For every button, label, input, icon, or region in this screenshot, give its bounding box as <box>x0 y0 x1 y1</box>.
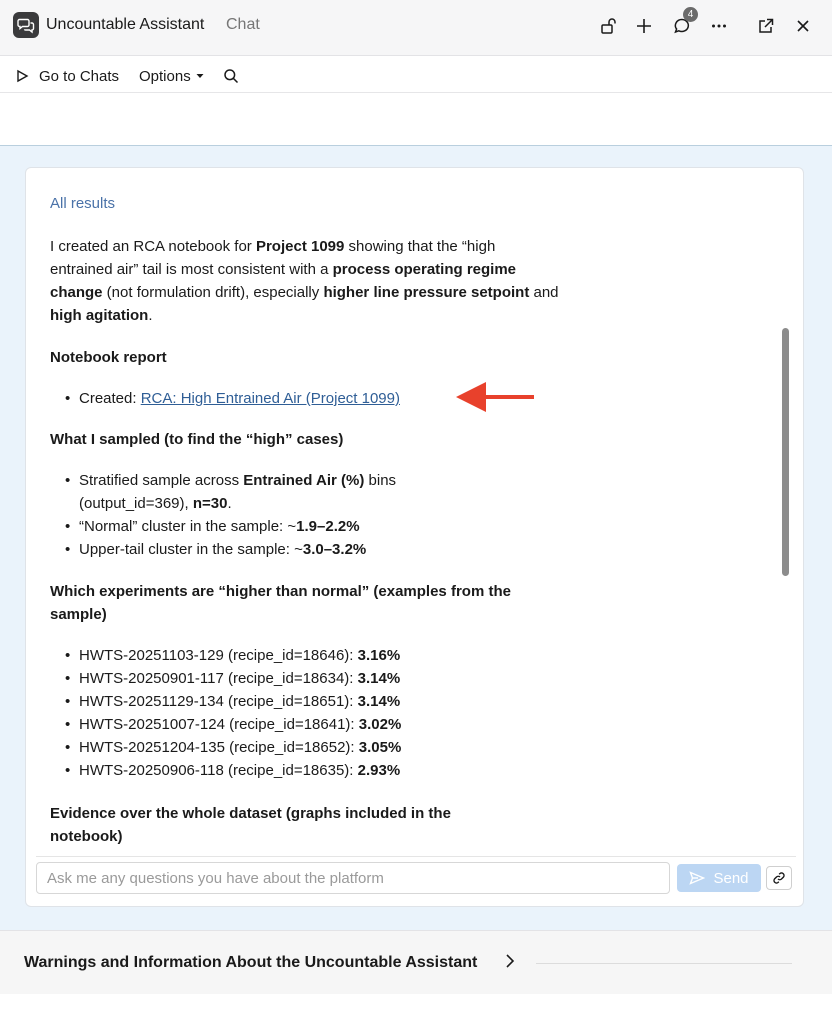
created-item: • Created: RCA: High Entrained Air (Project 1099) <box>79 387 559 410</box>
go-to-chats-label: Go to Chats <box>39 67 120 85</box>
footer-divider <box>536 963 792 964</box>
title-bar <box>0 0 832 56</box>
search-button[interactable] <box>223 66 239 86</box>
send-label: Send <box>713 869 749 887</box>
experiment-item: • HWTS-20251129-134 (recipe_id=18651): 3.14% <box>79 690 559 713</box>
send-button[interactable] <box>677 864 761 892</box>
play-outline-icon <box>15 69 29 83</box>
experiment-item: • HWTS-20251204-135 (recipe_id=18652): 3.05% <box>79 736 559 759</box>
more-horizontal-icon <box>710 17 728 35</box>
chat-bubbles-icon <box>13 12 39 38</box>
attach-link-button[interactable] <box>766 866 792 890</box>
app-subtitle: Chat <box>226 16 260 33</box>
intro-paragraph: I created an RCA notebook for Project 1099 showing that the “high entrained air” tail is most consistent with a process operating regime change (not formulation drift), especially higher line pressure setpoint and high agitation. <box>50 238 559 324</box>
new-chat-button[interactable] <box>630 12 658 40</box>
notebook-link[interactable]: RCA: High Entrained Air (Project 1099) <box>140 390 400 407</box>
sampled-item: • Upper-tail cluster in the sample: ~3.0–3.2% <box>79 538 559 561</box>
warnings-title[interactable]: Warnings and Information About the Uncountable Assistant <box>24 954 478 971</box>
chevron-right-icon[interactable] <box>503 953 517 969</box>
notebook-heading: Notebook report <box>50 349 167 366</box>
sampled-heading: What I sampled (to find the “high” cases) <box>50 431 344 448</box>
search-icon <box>223 68 239 84</box>
unlock-icon <box>599 17 617 35</box>
experiment-item: • HWTS-20250906-118 (recipe_id=18635): 2.93% <box>79 759 559 782</box>
send-icon <box>689 871 705 885</box>
notification-badge: 4 <box>683 7 698 22</box>
popout-button[interactable] <box>752 12 780 40</box>
options-label: Options <box>139 67 191 85</box>
chat-panel <box>25 167 804 907</box>
plus-icon <box>635 17 653 35</box>
experiments-heading: Which experiments are “higher than normal” (examples from the sample) <box>50 583 511 623</box>
evidence-heading: Evidence over the whole dataset (graphs included in the notebook) <box>50 805 451 845</box>
experiment-item: • HWTS-20251007-124 (recipe_id=18641): 3.02% <box>79 713 559 736</box>
experiment-item: • HWTS-20251103-129 (recipe_id=18646): 3.16% <box>79 644 559 667</box>
chat-input[interactable] <box>36 862 670 894</box>
sampled-item: • Stratified sample across Entrained Air (%) bins (output_id=369), n=30. <box>79 469 499 515</box>
blank-area <box>0 93 832 146</box>
bottom-area <box>0 994 832 1024</box>
close-button[interactable] <box>789 12 817 40</box>
close-icon <box>795 18 811 34</box>
go-to-chats-button[interactable] <box>15 66 119 86</box>
experiment-item: • HWTS-20250901-117 (recipe_id=18634): 3.14% <box>79 667 559 690</box>
external-link-icon <box>757 17 775 35</box>
all-results-link[interactable]: All results <box>50 195 116 212</box>
unlock-button[interactable] <box>594 12 622 40</box>
caret-down-icon <box>195 71 205 81</box>
more-button[interactable] <box>705 12 733 40</box>
chat-toolbar <box>0 56 832 93</box>
input-divider <box>36 856 796 857</box>
warnings-footer <box>0 930 832 994</box>
link-icon <box>772 871 786 885</box>
app-title: Uncountable Assistant <box>46 16 205 33</box>
chat-region <box>0 146 832 930</box>
red-arrow-annotation <box>454 380 536 414</box>
options-dropdown[interactable] <box>139 66 205 86</box>
sampled-item: • “Normal” cluster in the sample: ~1.9–2.2% <box>79 515 559 538</box>
scrollbar-thumb[interactable] <box>782 328 789 576</box>
